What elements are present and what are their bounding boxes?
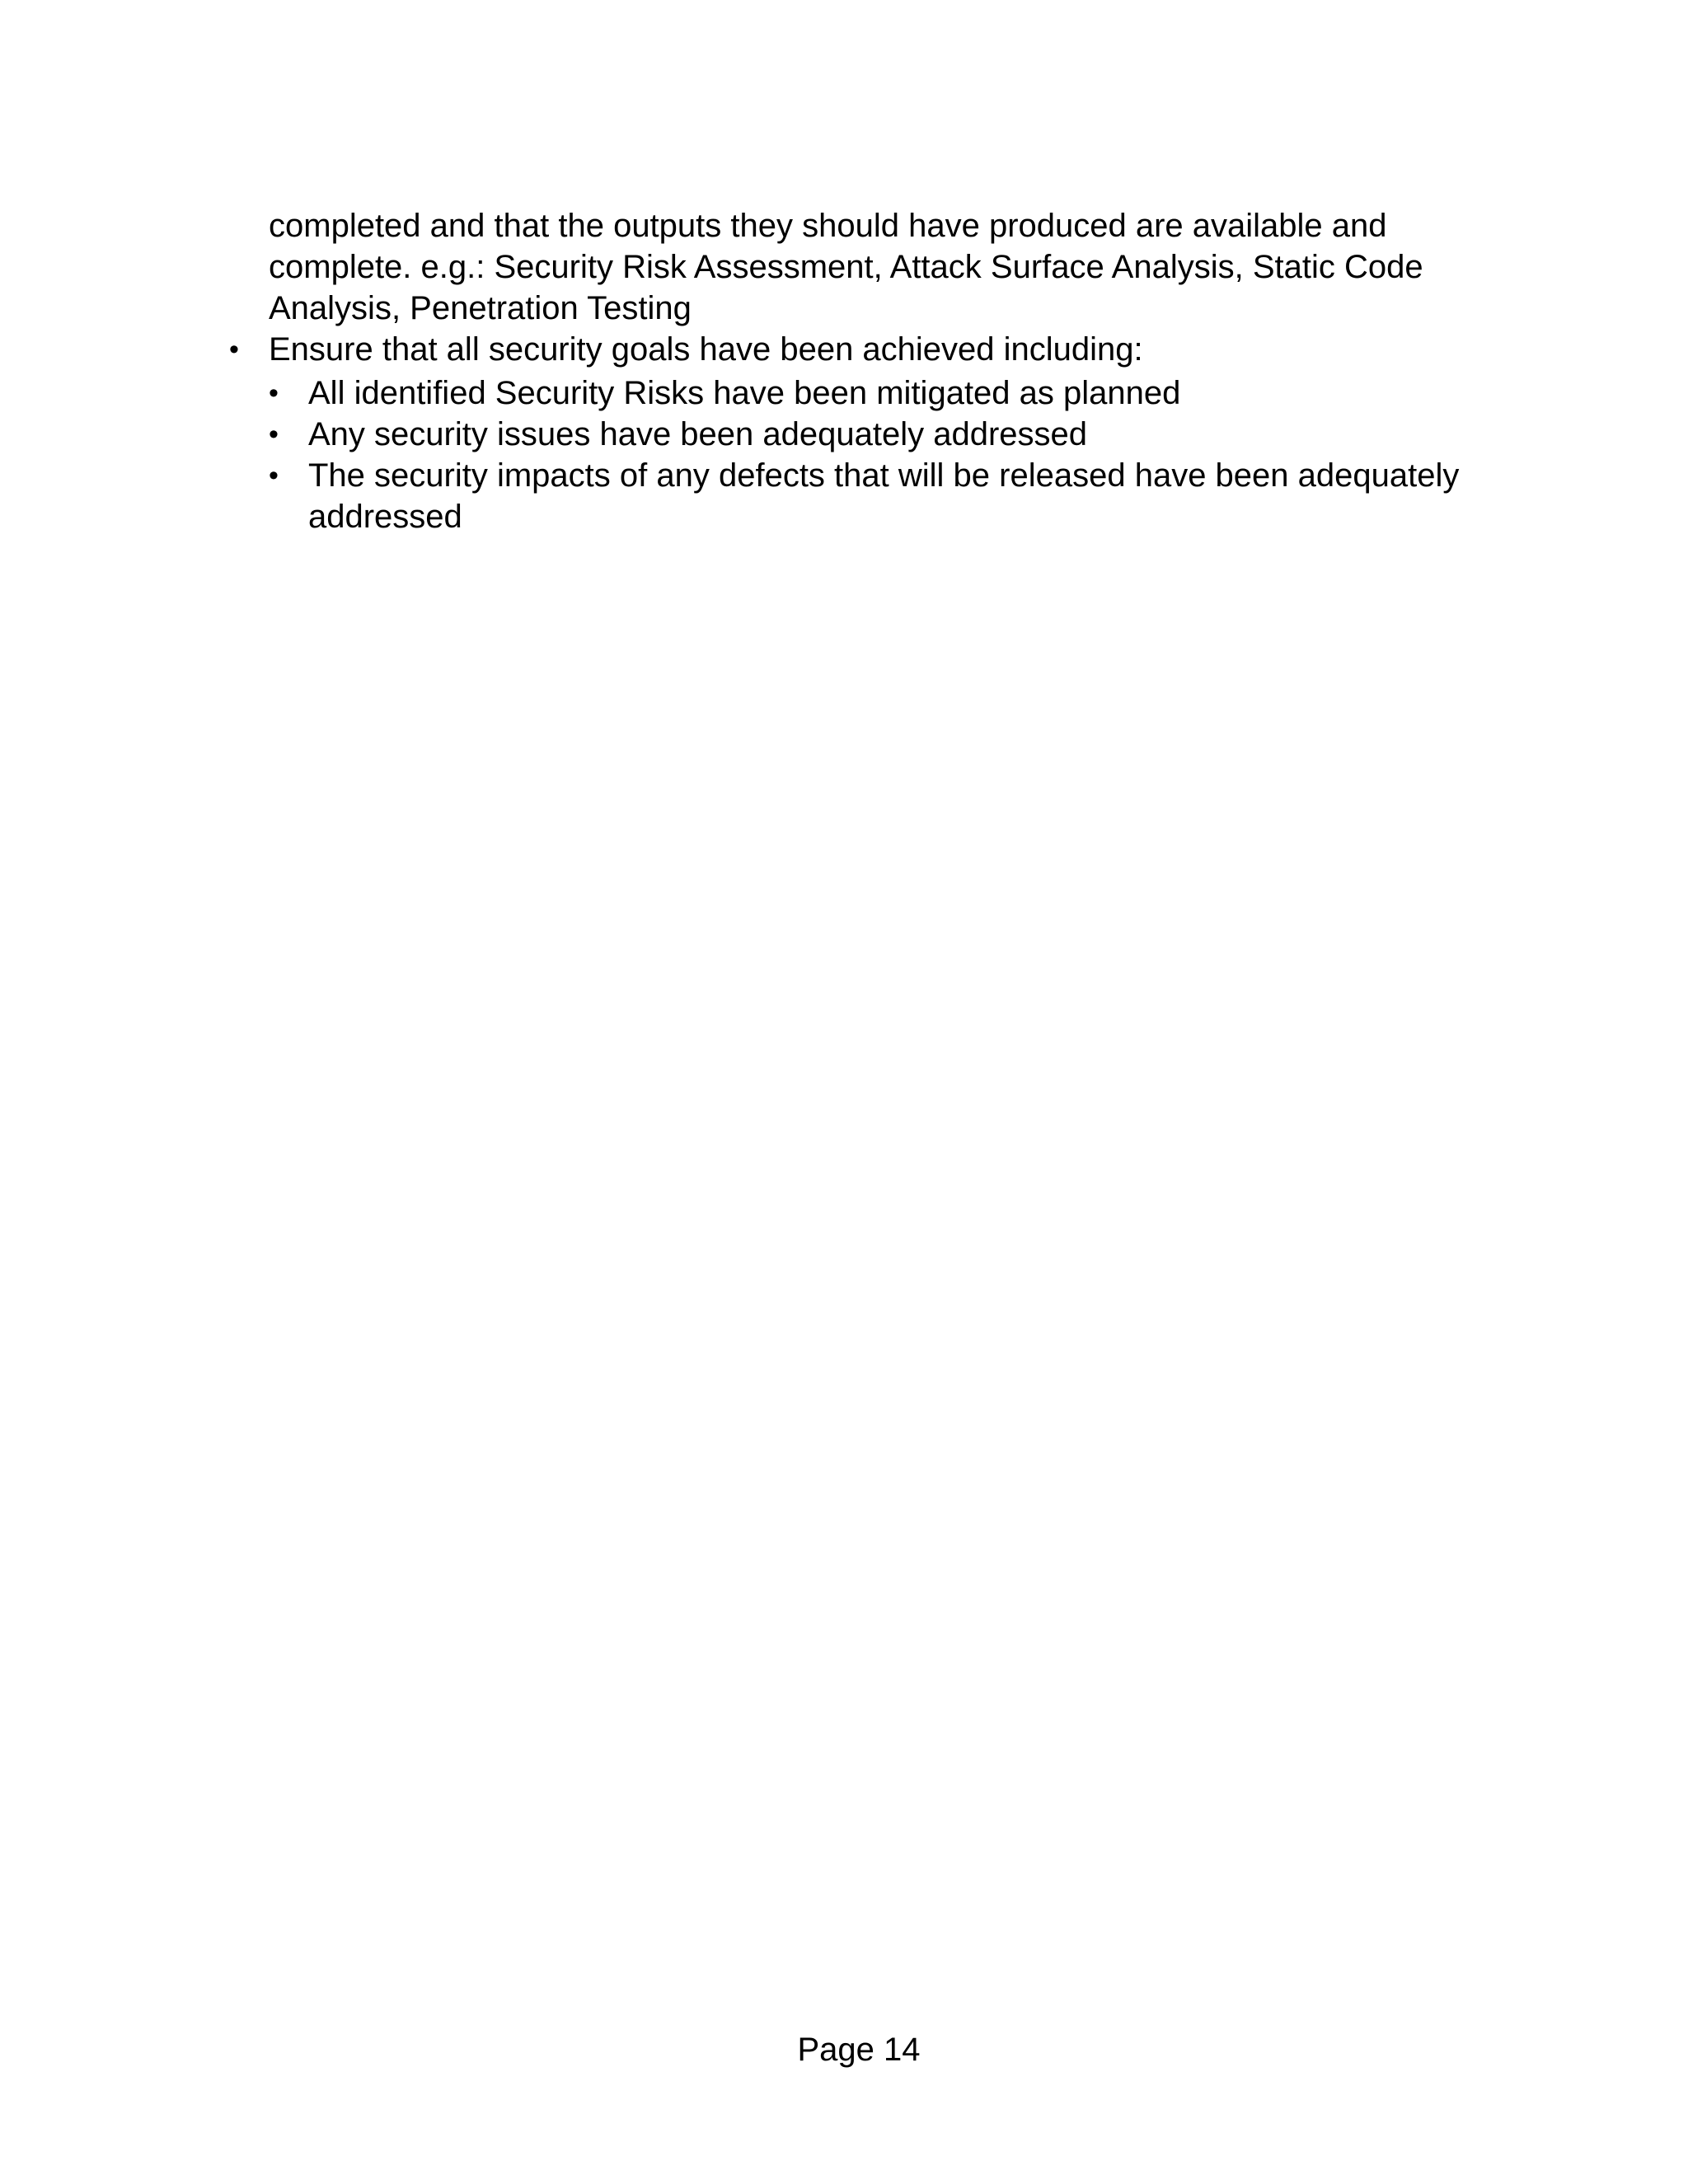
- page-number: Page 14: [797, 2032, 921, 2068]
- sub-bullet-text: Any security issues have been adequately addressed: [308, 416, 1088, 452]
- sub-bullet-marker: •: [269, 460, 279, 491]
- sub-bullet-text-line-1: The security impacts of any defects that will be released have been adequately: [308, 457, 1460, 494]
- sub-bullet-marker: •: [269, 419, 279, 450]
- bullet-marker: •: [229, 334, 239, 365]
- bullet-text: Ensure that all security goals have been achieved including:: [269, 331, 1143, 368]
- continuation-line-3: Analysis, Penetration Testing: [269, 290, 692, 326]
- sub-bullet-text-line-2: addressed: [308, 499, 462, 535]
- continuation-line-1: completed and that the outputs they should have produced are available and: [269, 208, 1387, 244]
- continuation-line-2: complete. e.g.: Security Risk Assessment, Attack Surface Analysis, Static Code: [269, 249, 1423, 285]
- sub-bullet-text: All identified Security Risks have been mitigated as planned: [308, 375, 1181, 411]
- sub-bullet-marker: •: [269, 377, 279, 409]
